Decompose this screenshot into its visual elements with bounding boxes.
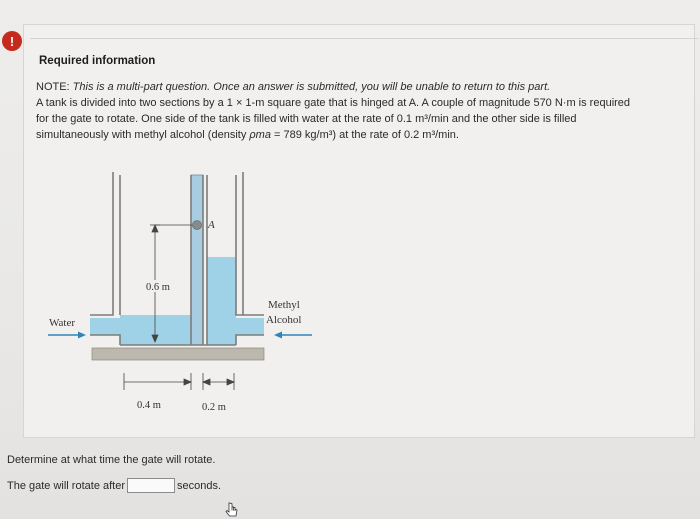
mouse-pointer-icon [225,502,239,518]
hinge-label: A [208,219,215,231]
right-width-label: 0.2 m [202,402,226,413]
answer-row [7,478,221,493]
height-label: 0.6 m [146,282,170,293]
hinge-point [193,221,202,230]
header-divider [30,38,698,39]
question-text: Determine at what time the gate will rotate. [7,454,216,466]
alcohol-fill [207,257,236,345]
problem-line-1: A tank is divided into two sections by a 1 × 1-m square gate that is hinged at A. A couple of magnitude 570 N·m is required [36,97,631,109]
problem-line-2: for the gate to rotate. One side of the tank is filled with water at the rate of 0.1 m³/min and the other side is filled [36,113,577,125]
problem-line-3: simultaneously with methyl alcohol (density ρma = 789 kg/m³) at the rate of 0.2 m³/min. [36,129,459,141]
alcohol-label-line-1: Methyl [268,299,300,311]
note-line: NOTE: This is a multi-part question. Once an answer is submitted, you will be unable to return to this part. [36,81,551,93]
width-dimensions [124,373,234,390]
left-width-label: 0.4 m [137,400,161,411]
alcohol-label-line-2: Alcohol [266,314,302,326]
floor-slab [92,348,264,360]
alcohol-inlet-arrow [274,332,312,339]
answer-prefix: The gate will rotate after [7,479,126,492]
water-inlet-fill [90,318,120,335]
alert-icon: ! [2,31,22,51]
gate [191,175,203,345]
problem-text [36,79,676,143]
alcohol-inlet-fill [236,318,264,335]
water-inlet-arrow [48,332,86,339]
water-label: Water [49,317,75,329]
answer-input[interactable] [127,478,175,493]
panel-title: Required information [39,55,156,67]
tank-diagram [40,160,340,420]
answer-suffix: seconds. [177,479,222,492]
